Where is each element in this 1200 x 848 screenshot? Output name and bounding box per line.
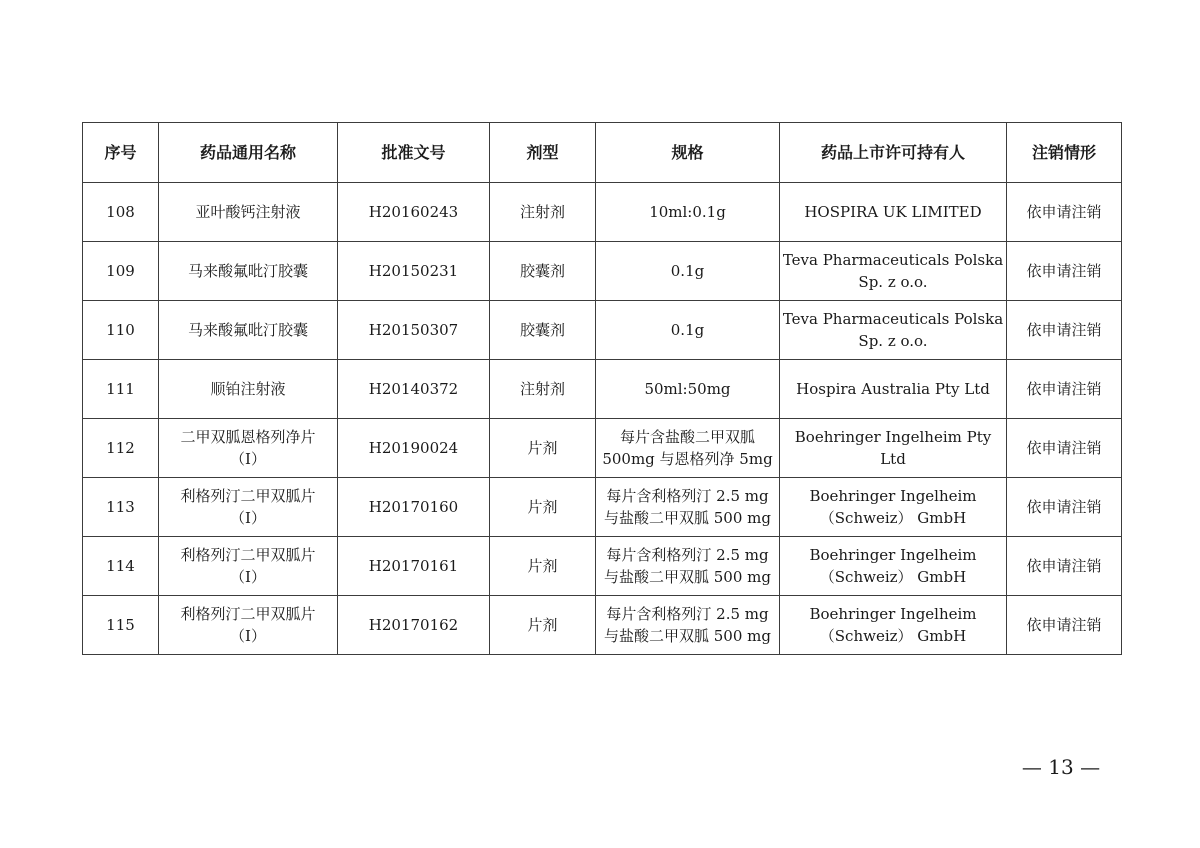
table-row (83, 419, 1122, 478)
cell-serial-no: 110 (83, 301, 159, 360)
table-body (83, 183, 1122, 655)
cell-drug-name-line: （I） (230, 568, 266, 586)
cell-specification (596, 360, 780, 419)
cell-license-holder-line: Teva Pharmaceuticals Polska (782, 251, 1004, 269)
cell-specification-line: 与盐酸二甲双胍 500 mg (604, 509, 771, 527)
cell-approval-number: H20170161 (338, 537, 490, 596)
cell-serial-no: 112 (83, 419, 159, 478)
cell-specification-line: 每片含利格列汀 2.5 mg (606, 546, 769, 564)
cell-dosage-form: 片剂 (490, 478, 596, 537)
cell-drug-name (159, 419, 338, 478)
cell-drug-name-line: 利格列汀二甲双胍片 (180, 546, 316, 564)
cell-dosage-form: 胶囊剂 (490, 242, 596, 301)
cell-deregistration-status: 依申请注销 (1007, 596, 1122, 655)
header-serial-no: 序号 (83, 123, 159, 183)
cell-specification (596, 183, 780, 242)
cell-drug-name (159, 478, 338, 537)
cell-specification-line: 与盐酸二甲双胍 500 mg (604, 627, 771, 645)
cell-dosage-form: 注射剂 (490, 183, 596, 242)
cell-license-holder-line: Hospira Australia Pty Ltd (796, 380, 990, 398)
cell-specification-line: 500mg 与恩格列净 5mg (602, 450, 773, 468)
cell-dosage-form: 注射剂 (490, 360, 596, 419)
cell-license-holder-line: Boehringer Ingelheim (809, 546, 977, 564)
cell-serial-no: 111 (83, 360, 159, 419)
table-row (83, 537, 1122, 596)
cell-specification (596, 596, 780, 655)
cell-drug-name (159, 301, 338, 360)
table-header-row (83, 123, 1122, 183)
cell-specification-line: 0.1g (670, 262, 705, 280)
cell-license-holder-line: Boehringer Ingelheim Pty Ltd (794, 428, 992, 468)
table-row (83, 596, 1122, 655)
table-row (83, 183, 1122, 242)
cell-approval-number: H20170162 (338, 596, 490, 655)
cell-deregistration-status: 依申请注销 (1007, 478, 1122, 537)
table-row (83, 478, 1122, 537)
cell-serial-no: 113 (83, 478, 159, 537)
cell-drug-name-line: 顺铂注射液 (210, 380, 286, 398)
cell-deregistration-status: 依申请注销 (1007, 537, 1122, 596)
cell-license-holder-line: （Schweiz） GmbH (819, 509, 967, 527)
cell-drug-name-line: （I） (230, 509, 266, 527)
header-approval-number: 批准文号 (338, 123, 490, 183)
cell-license-holder (780, 183, 1007, 242)
cell-drug-name-line: 马来酸氟吡汀胶囊 (187, 262, 308, 280)
header-specification: 规格 (596, 123, 780, 183)
cell-dosage-form: 胶囊剂 (490, 301, 596, 360)
cell-drug-name-line: 亚叶酸钙注射液 (195, 203, 301, 221)
cell-approval-number: H20160243 (338, 183, 490, 242)
cell-specification (596, 537, 780, 596)
cell-serial-no: 114 (83, 537, 159, 596)
cell-drug-name (159, 596, 338, 655)
page-number: — 13 — (1021, 755, 1101, 779)
cell-specification-line: 10ml:0.1g (649, 203, 726, 221)
cell-license-holder-line: Teva Pharmaceuticals Polska (782, 310, 1004, 328)
cell-deregistration-status: 依申请注销 (1007, 242, 1122, 301)
cell-specification-line: 0.1g (670, 321, 705, 339)
table-row (83, 242, 1122, 301)
cell-license-holder-line: Sp. z o.o. (858, 332, 928, 350)
cell-specification (596, 478, 780, 537)
cell-license-holder (780, 596, 1007, 655)
cell-license-holder (780, 537, 1007, 596)
header-dosage-form: 剂型 (490, 123, 596, 183)
cell-drug-name-line: 利格列汀二甲双胍片 (180, 605, 316, 623)
cell-deregistration-status: 依申请注销 (1007, 183, 1122, 242)
cell-deregistration-status: 依申请注销 (1007, 301, 1122, 360)
cell-serial-no: 115 (83, 596, 159, 655)
cell-license-holder-line: Boehringer Ingelheim (809, 605, 977, 623)
cell-drug-name (159, 242, 338, 301)
cell-approval-number: H20150307 (338, 301, 490, 360)
cell-license-holder (780, 360, 1007, 419)
cell-license-holder (780, 301, 1007, 360)
cell-drug-name-line: 二甲双胍恩格列净片 (180, 428, 316, 446)
cell-specification (596, 419, 780, 478)
cell-deregistration-status: 依申请注销 (1007, 360, 1122, 419)
cell-dosage-form: 片剂 (490, 537, 596, 596)
cell-specification-line: 50ml:50mg (644, 380, 731, 398)
cell-approval-number: H20150231 (338, 242, 490, 301)
cell-license-holder-line: （Schweiz） GmbH (819, 568, 967, 586)
cell-specification-line: 与盐酸二甲双胍 500 mg (604, 568, 771, 586)
header-license-holder: 药品上市许可持有人 (780, 123, 1007, 183)
cell-approval-number: H20190024 (338, 419, 490, 478)
cell-drug-name-line: （I） (230, 450, 266, 468)
cell-drug-name-line: （I） (230, 627, 266, 645)
cell-dosage-form: 片剂 (490, 419, 596, 478)
cell-deregistration-status: 依申请注销 (1007, 419, 1122, 478)
header-deregistration-status: 注销情形 (1007, 123, 1122, 183)
cell-drug-name-line: 马来酸氟吡汀胶囊 (187, 321, 308, 339)
cell-license-holder-line: Sp. z o.o. (858, 273, 928, 291)
cell-drug-name (159, 360, 338, 419)
cell-license-holder (780, 419, 1007, 478)
cell-specification (596, 242, 780, 301)
cell-license-holder-line: Boehringer Ingelheim (809, 487, 977, 505)
cell-approval-number: H20140372 (338, 360, 490, 419)
cell-license-holder (780, 478, 1007, 537)
cell-approval-number: H20170160 (338, 478, 490, 537)
cell-specification (596, 301, 780, 360)
cell-drug-name-line: 利格列汀二甲双胍片 (180, 487, 316, 505)
cell-license-holder (780, 242, 1007, 301)
cell-dosage-form: 片剂 (490, 596, 596, 655)
table-row (83, 360, 1122, 419)
header-drug-name: 药品通用名称 (159, 123, 338, 183)
cell-license-holder-line: （Schweiz） GmbH (819, 627, 967, 645)
cell-license-holder-line: HOSPIRA UK LIMITED (804, 203, 982, 221)
drug-deregistration-table (82, 122, 1122, 655)
cell-specification-line: 每片含盐酸二甲双胍 (619, 428, 755, 446)
cell-specification-line: 每片含利格列汀 2.5 mg (606, 605, 769, 623)
cell-serial-no: 109 (83, 242, 159, 301)
table-row (83, 301, 1122, 360)
cell-specification-line: 每片含利格列汀 2.5 mg (606, 487, 769, 505)
cell-serial-no: 108 (83, 183, 159, 242)
cell-drug-name (159, 183, 338, 242)
cell-drug-name (159, 537, 338, 596)
